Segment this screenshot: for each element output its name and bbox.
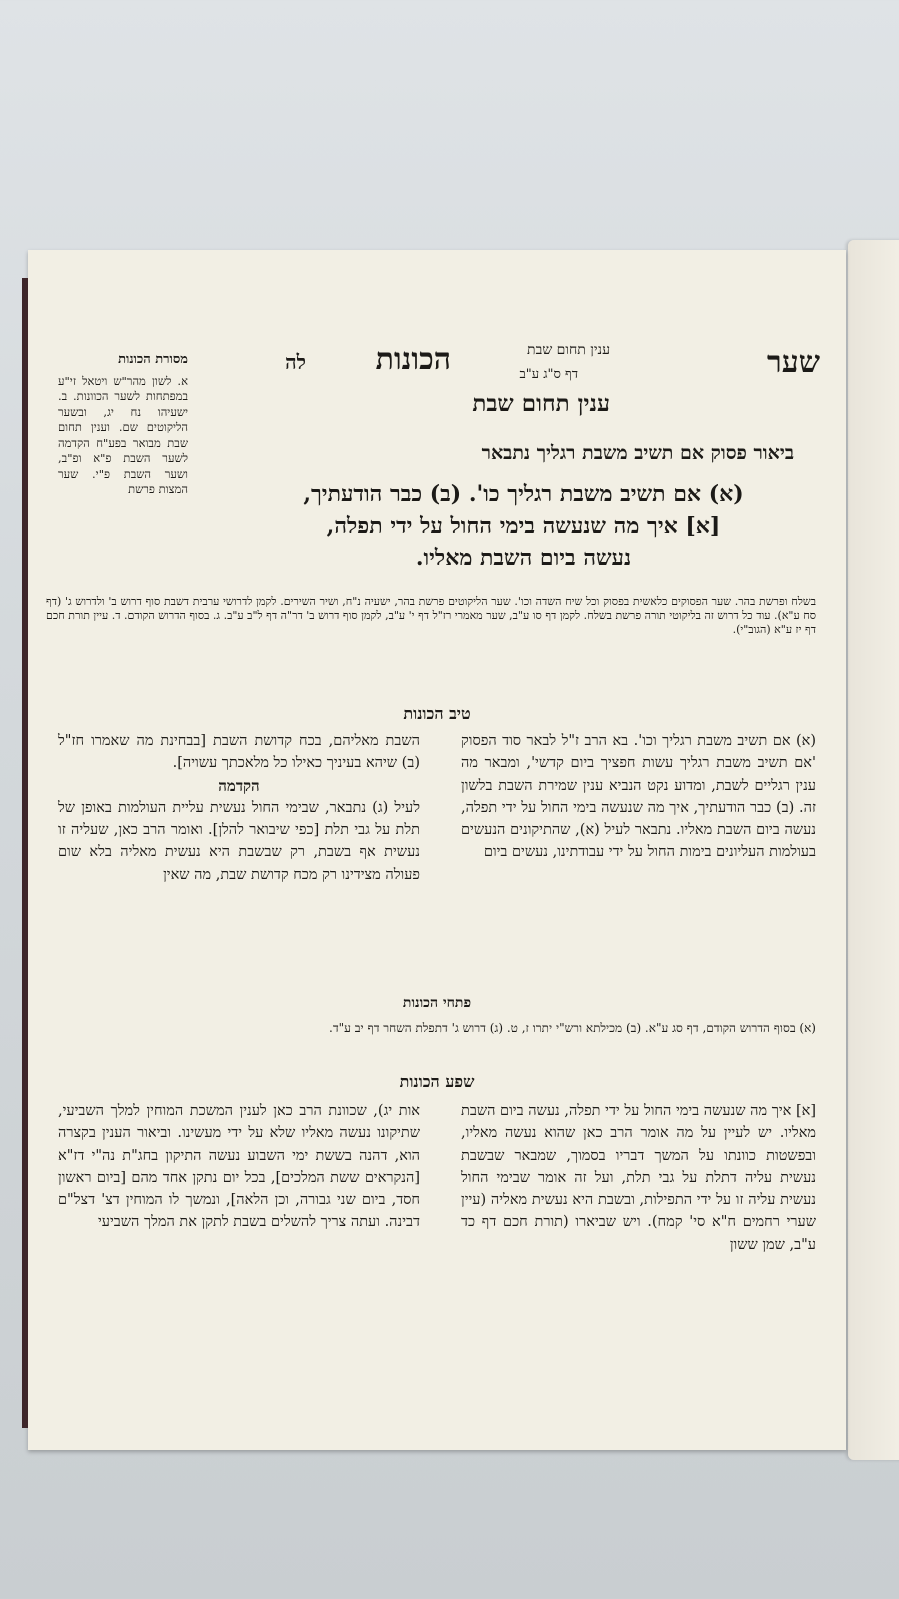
tiv-title: טיב הכונות bbox=[403, 704, 471, 723]
mesorat-text: א. לשון מהר"ש ויטאל זי"ע במפתחות לשער הכוונות. ב. ישעיהו נח יג, ובשער הליקוטים שם. וענין תחום שבת מבואר בפע"ח הקדמה לשער השבת פ"א ופ"ב, ושער השבת פ"י. שער המצות פרשת bbox=[58, 373, 188, 496]
next-page-edge bbox=[848, 240, 899, 1460]
shefa-right-column: [א] איך מה שנעשה בימי החול על ידי תפלה, נעשה ביום השבת מאליו. יש לעיין על מה אומר הרב כאן שהוא נעשה מאליו, ובפשטות כוונתו על המשך דבריו בסמוך, שמבאר שבשבת נעשית עליה דתלת על גבי תלת, ועל זה אומר שבימי החול נעשית עליה זו על ידי התפילות, ובשבת היא נעשית מאליה (עיין שערי רחמים ח"א סי' קמח). ויש שביארו (תורת חכם דף כד ע"ב, שמן ששון bbox=[461, 1103, 816, 1253]
hakdama-title: הקדמה bbox=[218, 776, 260, 795]
mesorat-column bbox=[58, 352, 188, 498]
tiv-left-bottom: לעיל (ג) נתבאר, שבימי החול נעשית עליית העולמות באופן של תלת על גבי תלת [כפי שיבואר להלן]. ואומר הרב כאן, שעליה זו נעשית אף בשבת, רק שבשבת היא נעשית מאליה בלא שום פעולה מצידינו רק מכח קדושת שבת, מה שאין bbox=[58, 799, 420, 883]
petchei-text: (א) בסוף הדרוש הקודם, דף סג ע"א. (ב) מכילתא ורש"י יתרו ז, ט. (ג) דרוש ג' דתפלת השחר דף יב ע"ד. bbox=[329, 1021, 816, 1035]
verse-line-1: (א) אם תשיב משבת רגליך כו'. (ב) כבר הודעתיך, bbox=[303, 481, 744, 507]
shefa-title: שפע הכונות bbox=[399, 1072, 475, 1091]
header-subject: ענין תחום שבת bbox=[527, 342, 610, 358]
header-daf: דף ס"ג ע"ב bbox=[519, 367, 578, 382]
tiv-right-column: (א) אם תשיב משבת רגליך וכו'. בא הרב ז"ל לבאר סוד הפסוק 'אם תשיב משבת רגליך עשות חפציך ביום קדשי', ומבאר מה ענין רגליים לשבת, ומדוע נקט הנביא ענין שמירת השבת בלשון זה. (ב) כבר הודעתיך, איך מה שנעשה בימי החול על ידי תפלה, נעשה ביום השבת מאליו. נתבאר לעיל (א), שהתיקונים הנעשים בעולמות העליונים בימות החול על ידי עבודתינו, נעשים ביום bbox=[461, 733, 816, 861]
petchei-title: פתחי הכונות bbox=[402, 995, 472, 1011]
main-title: ענין תחום שבת bbox=[472, 390, 610, 417]
verse-line-3: נעשה ביום השבת מאליו. bbox=[415, 545, 632, 571]
verse-line-2: [א] איך מה שנעשה בימי החול על ידי תפלה, bbox=[326, 513, 721, 539]
header-shaar: שער bbox=[767, 345, 820, 380]
tiv-left-top: השבת מאליהם, בכח קדושת השבת [בבחינת מה שאמרו חז"ל (ב) שיהא בעיניך כאילו כל מלאכתך עשויה]. bbox=[58, 733, 420, 772]
mesorat-title: מסורת הכונות bbox=[118, 352, 188, 367]
header-title: הכונות bbox=[375, 342, 451, 377]
book-page bbox=[28, 250, 846, 1450]
section-heading: ביאור פסוק אם תשיב משבת רגליך נתבאר bbox=[481, 442, 794, 464]
shefa-left-column: אות יג), שכוונת הרב כאן לענין המשכת המוחין למלך השביעי, שתיקונו נעשה מאליו שלא על ידי מעשינו. וביאור הענין בקצרה הוא, דהנה בששת ימי השבוע נעשה התיקון בחג"ת נה"י דז"א [הנקראים ששת המלכים], בכל יום נתקן אחד מהם [ביום ראשון חסד, ביום שני גבורה, וכן הלאה], ונמשך לו המוחין דצ' דצל"ם דבינה. ועתה צריך להשלים בשבת לתקן את המלך השביעי bbox=[58, 1103, 420, 1231]
sources-footnote: בשלח ופרשת בהר. שער הפסוקים כלאשית בפסוק וכל שיח השדה וכו'. שער הליקוטים פרשת בהר, ישעיה נ"ח, ושיר השירים. לקמן לדרושי ערבית דשבת סוף דרוש ב' ולדרוש ג' (דף סח ע"א). עוד כל דרוש זה בליקוטי תורה פרשת בשלח. לקמן דף סו ע"ב, שער מאמרי רז"ל דף י' ע"ב, לקמן סוף דרוש ב' דר"ה דף ל"ב ע"ב. ג. בסוף הדרוש הקודם. ד. עיין תורת חכם דף יז ע"א (הגוב"י). bbox=[46, 595, 816, 636]
page-number: לה bbox=[285, 350, 306, 374]
tiv-left-column bbox=[58, 730, 420, 886]
verse-block bbox=[231, 478, 816, 574]
